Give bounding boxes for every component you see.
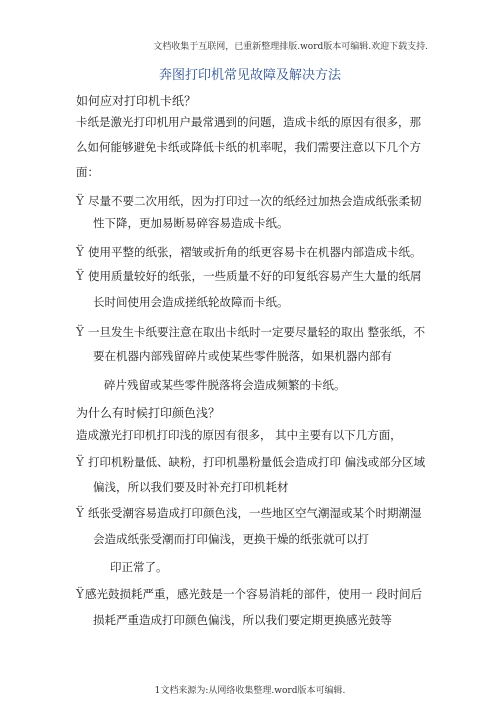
section2-intro-line1: 造成激光打印机打印浅的原因有很多， 其中主要有以下几方面，: [76, 428, 402, 442]
s2-bullet1-line2: 偏浅，所以我们要及时补充打印机耗材: [93, 480, 289, 494]
bullet-icon: Ÿ: [76, 325, 84, 339]
bullet-icon: Ÿ: [76, 506, 84, 520]
s2-bullet2-line2: 会造成纸张受潮而打印偏浅，更换干燥的纸张就可以打: [93, 532, 369, 546]
header-note: 文档收集于互联网，已重新整理排版.word版本可编辑.欢迎下载支持.: [153, 42, 428, 52]
bullet-icon: Ÿ: [76, 455, 84, 469]
bullet-icon: Ÿ: [76, 194, 84, 208]
section1-intro-line2: 么如何能够避免卡纸或降低卡纸的机率呢，我们需要注意以下几个方: [76, 140, 421, 154]
bullet-icon: Ÿ: [76, 587, 84, 601]
section1-intro-line1: 卡纸是激光打印机用户最常遇到的问题，造成卡纸的原因有很多，那: [76, 115, 421, 129]
s2-bullet2-line3: 印正常了。: [110, 560, 168, 574]
s2-bullet2-line1: 纸张受潮容易造成打印颜色浅，一些地区空气潮湿或某个时期潮湿: [88, 506, 422, 520]
s1-bullet4-line2: 要在机器内部残留碎片或使某些零件脱落，如果机器内部有: [93, 349, 392, 363]
bullet-icon: Ÿ: [76, 269, 84, 283]
s1-bullet1-line1: 尽量不要二次用纸，因为打印过一次的纸经过加热会造成纸张柔韧: [88, 194, 422, 208]
s2-bullet3-line2: 损耗严重造成打印颜色偏浅，所以我们要定期更换感光鼓等: [93, 613, 392, 627]
footer-note: 1文档来源为:从网络收集整理.word版本可编辑.: [154, 686, 346, 696]
s1-bullet2-line1: 使用平整的纸张，褶皱或折角的纸更容易卡在机器内部造成卡纸。: [88, 245, 422, 259]
s1-bullet3-line2: 长时间使用会造成搓纸轮故障而卡纸。: [93, 295, 289, 309]
document-title: 奔图打印机常见故障及解决方法: [158, 68, 341, 83]
s1-bullet4-line3: 碎片残留或某些零件脱落将会造成频繁的卡纸。: [104, 378, 346, 392]
bullet-icon: Ÿ: [76, 245, 84, 259]
section2-heading: 为什么有时候打印颜色浅？: [76, 406, 221, 420]
s1-bullet4-line1: 一旦发生卡纸要注意在取出卡纸时一定要尽量轻的取出 整张纸，不: [88, 325, 426, 339]
section1-heading: 如何应对打印机卡纸？: [76, 94, 197, 108]
s2-bullet3-line1: 感光鼓损耗严重，感光鼓是一个容易消耗的部件，使用一 段时间后: [85, 587, 423, 601]
section1-intro-line3: 面：: [76, 165, 99, 179]
s1-bullet1-line2: 性下降，更加易断易碎容易造成卡纸。: [93, 216, 289, 230]
s1-bullet3-line1: 使用质量较好的纸张，一些质量不好的印复纸容易产生大量的纸屑: [88, 269, 422, 283]
s2-bullet1-line1: 打印机粉量低、缺粉，打印机墨粉量低会造成打印 偏浅或部分区域: [88, 455, 426, 469]
